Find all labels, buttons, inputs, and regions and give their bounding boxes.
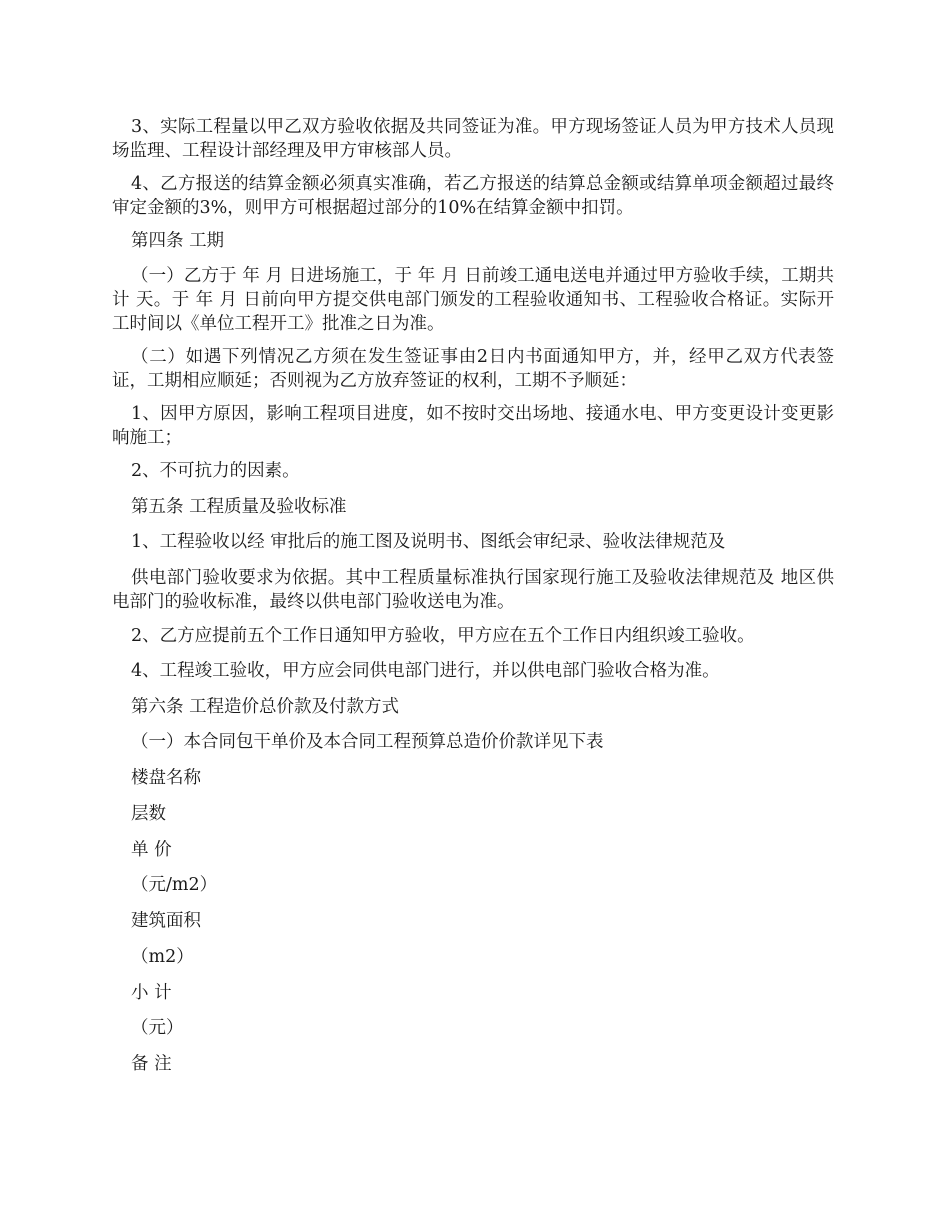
table-cell-property-name: 楼盘名称 <box>131 768 201 788</box>
schedule-paragraph-1: （一）乙方于 年 月 日进场施工，于 年 月 日前竣工通电送电并通过甲方验收手续，工期共计 天。于 年 月 日前向甲方提交供电部门颁发的工程验收通知书、工程验收合格证。实际开工时间以《单位工程开工》批准之日为准。 <box>112 266 834 334</box>
article-6-heading: 第六条 工程造价总价款及付款方式 <box>131 697 400 717</box>
table-cell-unit-price: 单 价 <box>131 840 172 860</box>
quality-item-2: 2、乙方应提前五个工作日通知甲方验收，甲方应在五个工作日内组织竣工验收。 <box>131 626 755 646</box>
clause-3-paragraph: 3、实际工程量以甲乙双方验收依据及共同签证为准。甲方现场签证人员为甲方技术人员现场监理、工程设计部经理及甲方审核部人员。 <box>112 117 834 161</box>
quality-item-1: 1、工程验收以经 审批后的施工图及说明书、图纸会审纪录、验收法律规范及 <box>131 532 726 552</box>
delay-condition-2: 2、不可抗力的因素。 <box>131 461 300 481</box>
quality-item-1-continued: 供电部门验收要求为依据。其中工程质量标准执行国家现行施工及验收法律规范及 地区供电部门的验收标准，最终以供电部门验收送电为准。 <box>112 568 834 612</box>
table-cell-subtotal: 小 计 <box>131 983 172 1003</box>
payment-table-intro: （一）本合同包干单价及本合同工程预算总造价价款详见下表 <box>131 732 604 752</box>
table-cell-floors: 层数 <box>131 804 166 824</box>
article-4-heading: 第四条 工期 <box>131 231 225 251</box>
table-cell-building-area-unit: （m2） <box>131 947 194 967</box>
article-5-heading: 第五条 工程质量及验收标准 <box>131 497 347 517</box>
table-cell-remarks: 备 注 <box>131 1054 172 1074</box>
table-cell-subtotal-unit: （元） <box>131 1018 184 1038</box>
table-cell-unit-price-unit: （元/m2） <box>131 875 218 895</box>
table-cell-building-area: 建筑面积 <box>131 911 201 931</box>
delay-condition-1: 1、因甲方原因，影响工程项目进度，如不按时交出场地、接通水电、甲方变更设计变更影响施工； <box>112 404 834 448</box>
schedule-paragraph-2: （二）如遇下列情况乙方须在发生签证事由2日内书面通知甲方，并，经甲乙双方代表签证，工期相应顺延；否则视为乙方放弃签证的权利，工期不予顺延： <box>112 347 834 391</box>
quality-item-4: 4、工程竣工验收，甲方应会同供电部门进行，并以供电部门验收合格为准。 <box>131 661 720 681</box>
clause-4-paragraph: 4、乙方报送的结算金额必须真实准确，若乙方报送的结算总金额或结算单项金额超过最终审定金额的3%，则甲方可根据超过部分的10%在结算金额中扣罚。 <box>112 174 834 218</box>
